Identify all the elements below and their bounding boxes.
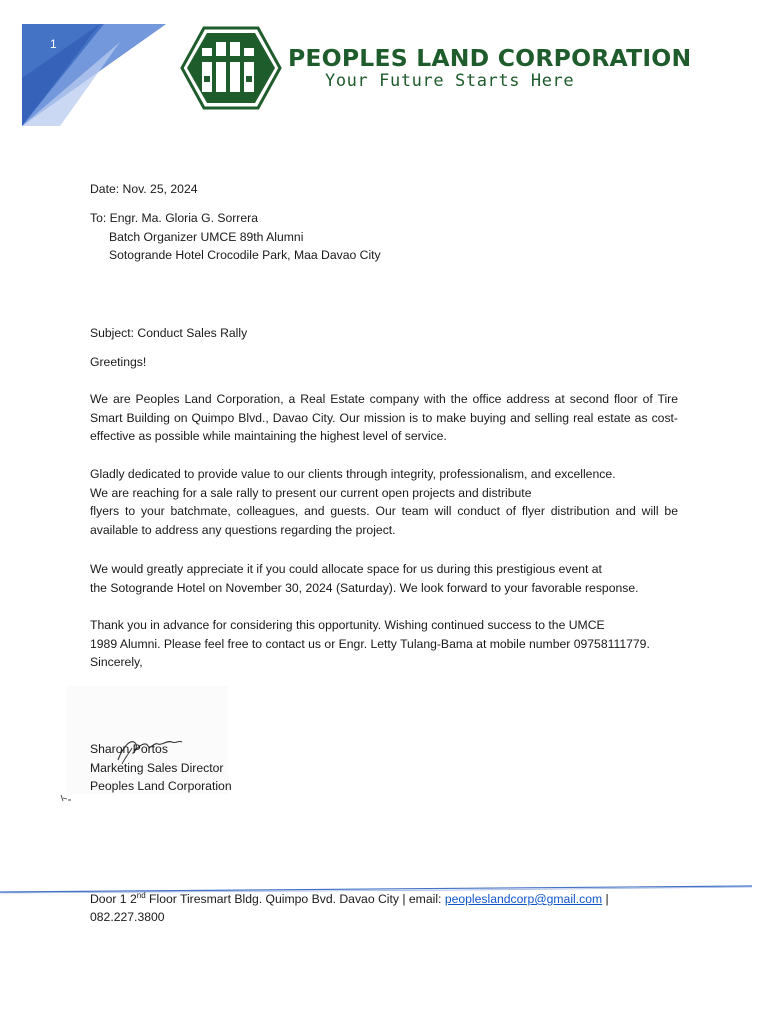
corner-decoration: [0, 0, 180, 140]
footer-contact: Door 1 2nd Floor Tiresmart Bldg. Quimpo Bvd. Davao City | email: peopleslandcorp@gmail.com | 082.227.3800: [90, 890, 609, 924]
paragraph-purpose: Gladly dedicated to provide value to our clients through integrity, professionalism, and excellence. We are reaching for a sale rally to present our current open projects and distribute flyers to your batchmate, colleagues, and guests. Our team will conduct of flyer distribution and will be available to address any questions regarding the project.: [90, 467, 678, 537]
recipient-address: Sotogrande Hotel Crocodile Park, Maa Davao City: [109, 248, 381, 263]
company-name: PEOPLES LAND CORPORATION: [288, 44, 692, 72]
signatory-title: Marketing Sales Director: [90, 760, 224, 775]
paragraph-request: We would greatly appreciate it if you could allocate space for us during this prestigious event at the Sotogrande Hotel on November 30, 2024 (Saturday). We look forward to your favorable response.: [90, 562, 639, 595]
company-logo-icon: [180, 26, 282, 110]
signatory-name: Sharon Portos: [90, 742, 168, 756]
email-link[interactable]: peopleslandcorp@gmail.com: [444, 892, 603, 906]
signatory-block: [90, 740, 678, 796]
letter-closing: Sincerely,: [90, 655, 143, 670]
letter-date: Date: Nov. 25, 2024: [90, 182, 198, 196]
letter-subject: Subject: Conduct Sales Rally: [90, 326, 248, 340]
recipient-title: Batch Organizer UMCE 89th Alumni: [109, 229, 304, 244]
paragraph-intro: We are Peoples Land Corporation, a Real Estate company with the office address at second floor of Tire Smart Building on Quimpo Blvd., Davao City. Our mission is to make buying and selling real estate as cost-effective as possible while maintaining the highest level of service.: [90, 392, 678, 444]
recipient-block: [90, 209, 678, 265]
footer-phone: 082.227.3800: [90, 910, 165, 924]
letter-greeting: Greetings!: [90, 355, 147, 369]
signatory-company: Peoples Land Corporation: [90, 779, 232, 794]
recipient-name: To: Engr. Ma. Gloria G. Sorrera: [90, 211, 258, 225]
small-mark-icon: [60, 794, 72, 802]
paragraph-thanks: Thank you in advance for considering this opportunity. Wishing continued success to the UMCE 1989 Alumni. Please feel free to contact us or Engr. Letty Tulang-Bama at mobile number 09758111779. Sincerely,: [90, 616, 678, 672]
company-tagline: Your Future Starts Here: [325, 71, 575, 91]
page-number: 1: [50, 37, 57, 51]
